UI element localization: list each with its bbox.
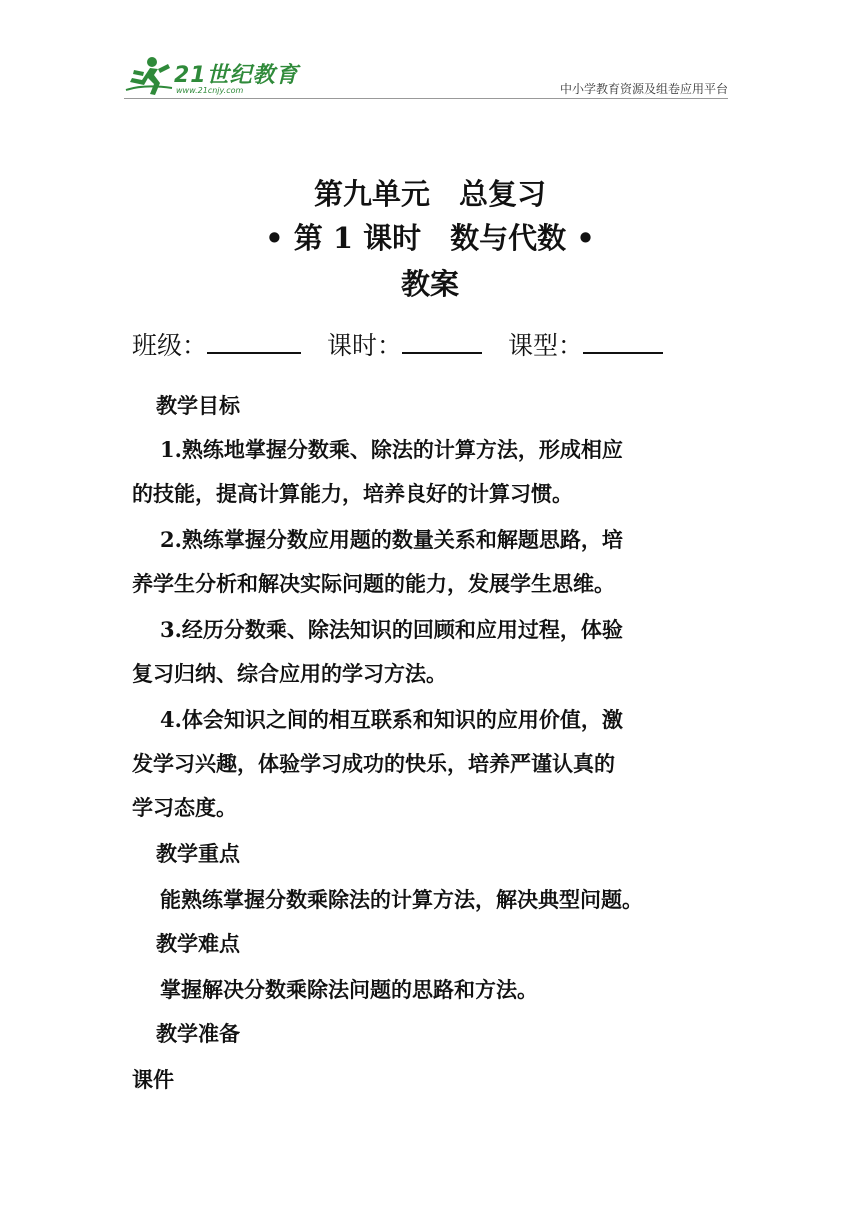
preparation-heading: 教学准备: [156, 1021, 240, 1046]
logo: [124, 52, 299, 98]
goal-4-line-1: 4.体会知识之间的相互联系和知识的应用价值，激: [160, 707, 623, 732]
period-label: 课时：: [326, 331, 402, 360]
difficulties-text: 掌握解决分数乘除法问题的思路和方法。: [160, 977, 538, 1002]
logo-text: 21世纪教育: [174, 63, 299, 88]
period-blank[interactable]: [402, 326, 482, 354]
logo-url: www.21cnjy.com: [176, 86, 244, 95]
goal-2-line-1: 2.熟练掌握分数应用题的数量关系和解题思路，培: [160, 527, 623, 552]
goal-1-line-2: 的技能，提高计算能力，培养良好的计算习惯。: [132, 481, 573, 506]
title-unit: 第九单元 总复习: [313, 177, 546, 211]
goal-2-line-2: 养学生分析和解决实际问题的能力，发展学生思维。: [132, 571, 615, 596]
platform-name: 中小学教育资源及组卷应用平台: [559, 82, 728, 96]
goal-3-line-1: 3.经历分数乘、除法知识的回顾和应用过程，体验: [160, 617, 623, 642]
goal-3-line-2: 复习归纳、综合应用的学习方法。: [132, 661, 447, 686]
difficulties-heading: 教学难点: [156, 931, 240, 956]
preparation-text: 课件: [132, 1067, 174, 1092]
key-points-heading: 教学重点: [156, 841, 240, 866]
page-header: [124, 52, 728, 102]
type-label: 课型：: [507, 331, 583, 360]
class-label: 班级：: [132, 331, 208, 360]
key-points-text: 能熟练掌握分数乘除法的计算方法，解决典型问题。: [160, 887, 643, 912]
header-divider: [124, 98, 728, 99]
class-blank[interactable]: [207, 326, 301, 354]
goals-heading: 教学目标: [156, 393, 240, 418]
info-row: [132, 326, 663, 362]
title-plan: 教案: [400, 267, 459, 301]
title-lesson: • 第 1 课时 数与代数 •: [265, 221, 595, 255]
runner-logo-icon: [124, 54, 174, 96]
goal-1-line-1: 1.熟练地掌握分数乘、除法的计算方法，形成相应: [160, 437, 623, 462]
goal-4-line-2: 发学习兴趣，体验学习成功的快乐，培养严谨认真的: [132, 751, 615, 776]
goal-4-line-3: 学习态度。: [132, 795, 237, 820]
type-blank[interactable]: [583, 326, 663, 354]
